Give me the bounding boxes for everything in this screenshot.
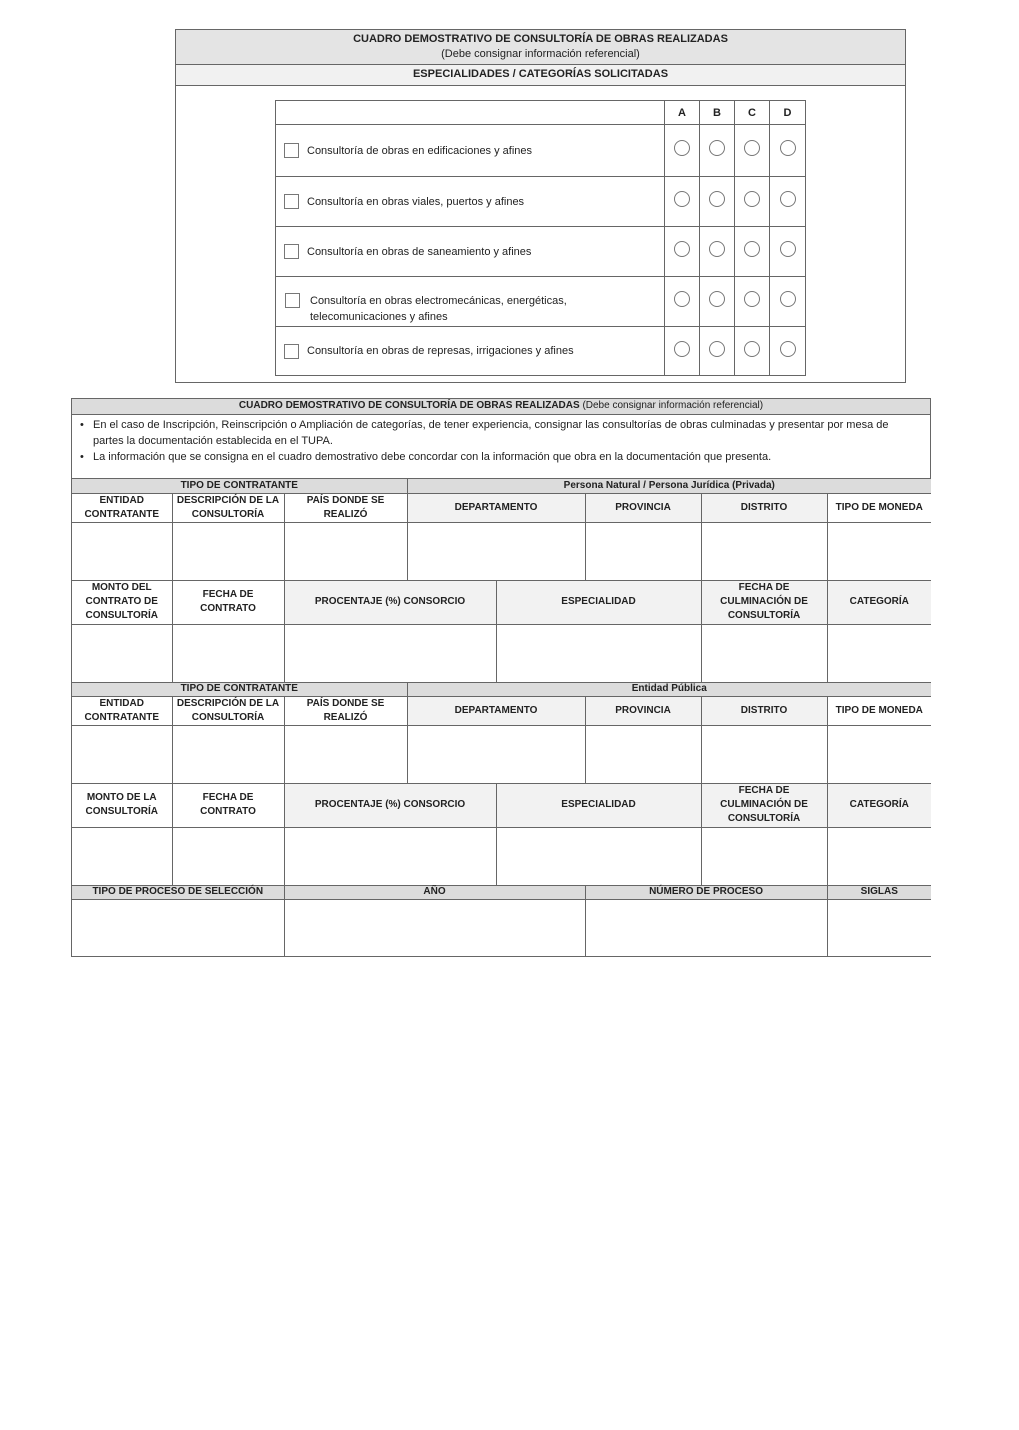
tipo-contratante-label: TIPO DE CONTRATANTE <box>72 682 407 696</box>
section2-title-note: (Debe consignar información referencial) <box>582 400 764 411</box>
distrito-input[interactable] <box>701 725 827 783</box>
public-entity-label: Entidad Pública <box>407 682 931 696</box>
category-a-radio[interactable] <box>674 140 690 156</box>
private-input-row-1 <box>72 522 931 580</box>
category-b-header: B <box>700 101 735 125</box>
category-d-radio[interactable] <box>780 241 796 257</box>
specialty-checkbox[interactable] <box>284 344 299 359</box>
porcentaje-consorcio-input[interactable] <box>284 827 496 885</box>
header-tipo-moneda: TIPO DE MONEDA <box>827 696 931 725</box>
section1-title: CUADRO DEMOSTRATIVO DE CONSULTORÍA DE OBRAS REALIZADAS <box>353 33 728 45</box>
header-especialidad: ESPECIALIDAD <box>496 580 701 624</box>
private-header-row-1 <box>72 493 931 522</box>
category-b-radio[interactable] <box>709 241 725 257</box>
instruction-item <box>80 449 920 465</box>
category-b-radio[interactable] <box>709 341 725 357</box>
specialty-cell <box>276 177 665 227</box>
category-d-header: D <box>770 101 806 125</box>
header-provincia: PROVINCIA <box>585 493 701 522</box>
specialties-header: ESPECIALIDADES / CATEGORÍAS SOLICITADAS <box>176 65 905 86</box>
header-anio: AÑO <box>284 885 585 899</box>
specialty-cell <box>276 125 665 177</box>
header-monto: MONTO DEL CONTRATO DE CONSULTORÍA <box>72 580 172 624</box>
category-c-radio[interactable] <box>744 341 760 357</box>
specialties-form-section <box>175 29 906 383</box>
category-d-radio[interactable] <box>780 291 796 307</box>
specialty-checkbox[interactable] <box>285 293 300 308</box>
category-c-header: C <box>735 101 770 125</box>
header-entidad-contratante: ENTIDAD CONTRATANTE <box>72 493 172 522</box>
specialty-label: Consultoría en obras de represas, irrigaciones y afines <box>307 345 574 357</box>
specialty-label: Consultoría en obras de saneamiento y afines <box>307 245 532 258</box>
header-distrito: DISTRITO <box>701 696 827 725</box>
header-descripcion: DESCRIPCIÓN DE LA CONSULTORÍA <box>172 696 284 725</box>
instruction-text: La información que se consigna en el cuadro demostrativo debe concordar con la información que obra en la documentación que presenta. <box>93 451 772 463</box>
category-d-radio[interactable] <box>780 341 796 357</box>
process-header-row <box>72 885 931 899</box>
section2-title-bold: CUADRO DEMOSTRATIVO DE CONSULTORÍA DE OBRAS REALIZADAS <box>238 400 580 411</box>
category-d-radio[interactable] <box>780 191 796 207</box>
specialties-table <box>275 100 806 376</box>
section1-subtitle: (Debe consignar información referencial) <box>441 48 640 60</box>
bullet-icon: • <box>80 419 84 431</box>
pais-input[interactable] <box>284 725 407 783</box>
specialty-label: Consultoría en obras viales, puertos y afines <box>307 195 525 208</box>
fecha-culminacion-input[interactable] <box>701 827 827 885</box>
public-header-row-1 <box>72 696 931 725</box>
header-entidad-contratante: ENTIDAD CONTRATANTE <box>72 696 172 725</box>
instruction-item <box>80 417 920 449</box>
works-grid <box>72 479 931 956</box>
section2-title <box>72 399 930 415</box>
provincia-input[interactable] <box>585 522 701 580</box>
pais-input[interactable] <box>284 522 407 580</box>
private-band <box>72 479 931 493</box>
instructions-list <box>72 415 930 479</box>
header-pais: PAÍS DONDE SE REALIZÓ <box>284 493 407 522</box>
category-a-radio[interactable] <box>674 241 690 257</box>
private-entity-label: Persona Natural / Persona Jurídica (Privada) <box>407 479 931 493</box>
header-especialidad: ESPECIALIDAD <box>496 783 701 827</box>
header-porcentaje-consorcio: PROCENTAJE (%) CONSORCIO <box>284 783 496 827</box>
category-c-radio[interactable] <box>744 241 760 257</box>
monto-input[interactable] <box>72 624 172 682</box>
header-tipo-proceso: TIPO DE PROCESO DE SELECCIÓN <box>72 885 284 899</box>
tipo-moneda-input[interactable] <box>827 522 931 580</box>
specialty-checkbox[interactable] <box>284 194 299 209</box>
categoria-input[interactable] <box>827 624 931 682</box>
specialty-row <box>276 277 806 327</box>
header-fecha-culminacion: FECHA DE CULMINACIÓN DE CONSULTORÍA <box>701 783 827 827</box>
entidad-contratante-input[interactable] <box>72 725 172 783</box>
category-a-radio[interactable] <box>674 291 690 307</box>
tipo-moneda-input[interactable] <box>827 725 931 783</box>
fecha-contrato-input[interactable] <box>172 827 284 885</box>
header-porcentaje-consorcio: PROCENTAJE (%) CONSORCIO <box>284 580 496 624</box>
category-b-radio[interactable] <box>709 291 725 307</box>
tipo-proceso-input[interactable] <box>72 899 284 956</box>
header-pais: PAÍS DONDE SE REALIZÓ <box>284 696 407 725</box>
tipo-contratante-label: TIPO DE CONTRATANTE <box>72 479 407 493</box>
departamento-input[interactable] <box>407 725 585 783</box>
siglas-input[interactable] <box>827 899 931 956</box>
specialty-checkbox[interactable] <box>284 244 299 259</box>
provincia-input[interactable] <box>585 725 701 783</box>
header-numero-proceso: NÚMERO DE PROCESO <box>585 885 827 899</box>
category-c-radio[interactable] <box>744 140 760 156</box>
specialty-label: Consultoría en obras electromecánicas, energéticas, telecomunicaciones y afines <box>310 294 567 323</box>
header-siglas: SIGLAS <box>827 885 931 899</box>
public-header-row-2 <box>72 783 931 827</box>
private-input-row-2 <box>72 624 931 682</box>
header-fecha-contrato: FECHA DE CONTRATO <box>172 580 284 624</box>
specialty-row <box>276 227 806 277</box>
header-tipo-moneda: TIPO DE MONEDA <box>827 493 931 522</box>
header-descripcion: DESCRIPCIÓN DE LA CONSULTORÍA <box>172 493 284 522</box>
category-b-radio[interactable] <box>709 191 725 207</box>
category-c-radio[interactable] <box>744 191 760 207</box>
specialty-label: Consultoría de obras en edificaciones y afines <box>307 144 533 157</box>
categoria-input[interactable] <box>827 827 931 885</box>
header-distrito: DISTRITO <box>701 493 827 522</box>
category-d-radio[interactable] <box>780 140 796 156</box>
instruction-text: En el caso de Inscripción, Reinscripción o Ampliación de categorías, de tener experiencia, consignar las consultorías de obras culminadas y presentar por mesa de partes la documentación establecida en el TUPA. <box>93 419 889 447</box>
numero-proceso-input[interactable] <box>585 899 827 956</box>
fecha-contrato-input[interactable] <box>172 624 284 682</box>
monto-input[interactable] <box>72 827 172 885</box>
public-input-row-1 <box>72 725 931 783</box>
section1-header <box>176 30 905 65</box>
specialty-row <box>276 125 806 177</box>
specialty-row <box>276 327 806 376</box>
category-a-radio[interactable] <box>674 191 690 207</box>
header-monto: MONTO DE LA CONSULTORÍA <box>72 783 172 827</box>
specialty-cell <box>276 277 665 327</box>
distrito-input[interactable] <box>701 522 827 580</box>
header-categoria: CATEGORÍA <box>827 783 931 827</box>
header-categoria: CATEGORÍA <box>827 580 931 624</box>
bullet-icon: • <box>80 451 84 463</box>
category-c-radio[interactable] <box>744 291 760 307</box>
specialty-row <box>276 177 806 227</box>
header-fecha-contrato: FECHA DE CONTRATO <box>172 783 284 827</box>
header-provincia: PROVINCIA <box>585 696 701 725</box>
header-departamento: DEPARTAMENTO <box>407 493 585 522</box>
descripcion-input[interactable] <box>172 522 284 580</box>
fecha-culminacion-input[interactable] <box>701 624 827 682</box>
especialidad-input[interactable] <box>496 827 701 885</box>
anio-input[interactable] <box>284 899 585 956</box>
specialty-cell <box>276 327 665 376</box>
category-a-radio[interactable] <box>674 341 690 357</box>
especialidad-input[interactable] <box>496 624 701 682</box>
header-departamento: DEPARTAMENTO <box>407 696 585 725</box>
porcentaje-consorcio-input[interactable] <box>284 624 496 682</box>
category-a-header: A <box>665 101 700 125</box>
specialty-checkbox[interactable] <box>284 143 299 158</box>
descripcion-input[interactable] <box>172 725 284 783</box>
process-input-row <box>72 899 931 956</box>
private-header-row-2 <box>72 580 931 624</box>
specialties-blank-header <box>276 101 665 125</box>
public-input-row-2 <box>72 827 931 885</box>
entidad-contratante-input[interactable] <box>72 522 172 580</box>
category-b-radio[interactable] <box>709 140 725 156</box>
header-fecha-culminacion: FECHA DE CULMINACIÓN DE CONSULTORÍA <box>701 580 827 624</box>
specialty-cell <box>276 227 665 277</box>
departamento-input[interactable] <box>407 522 585 580</box>
consultancy-works-section <box>71 398 931 957</box>
public-band <box>72 682 931 696</box>
